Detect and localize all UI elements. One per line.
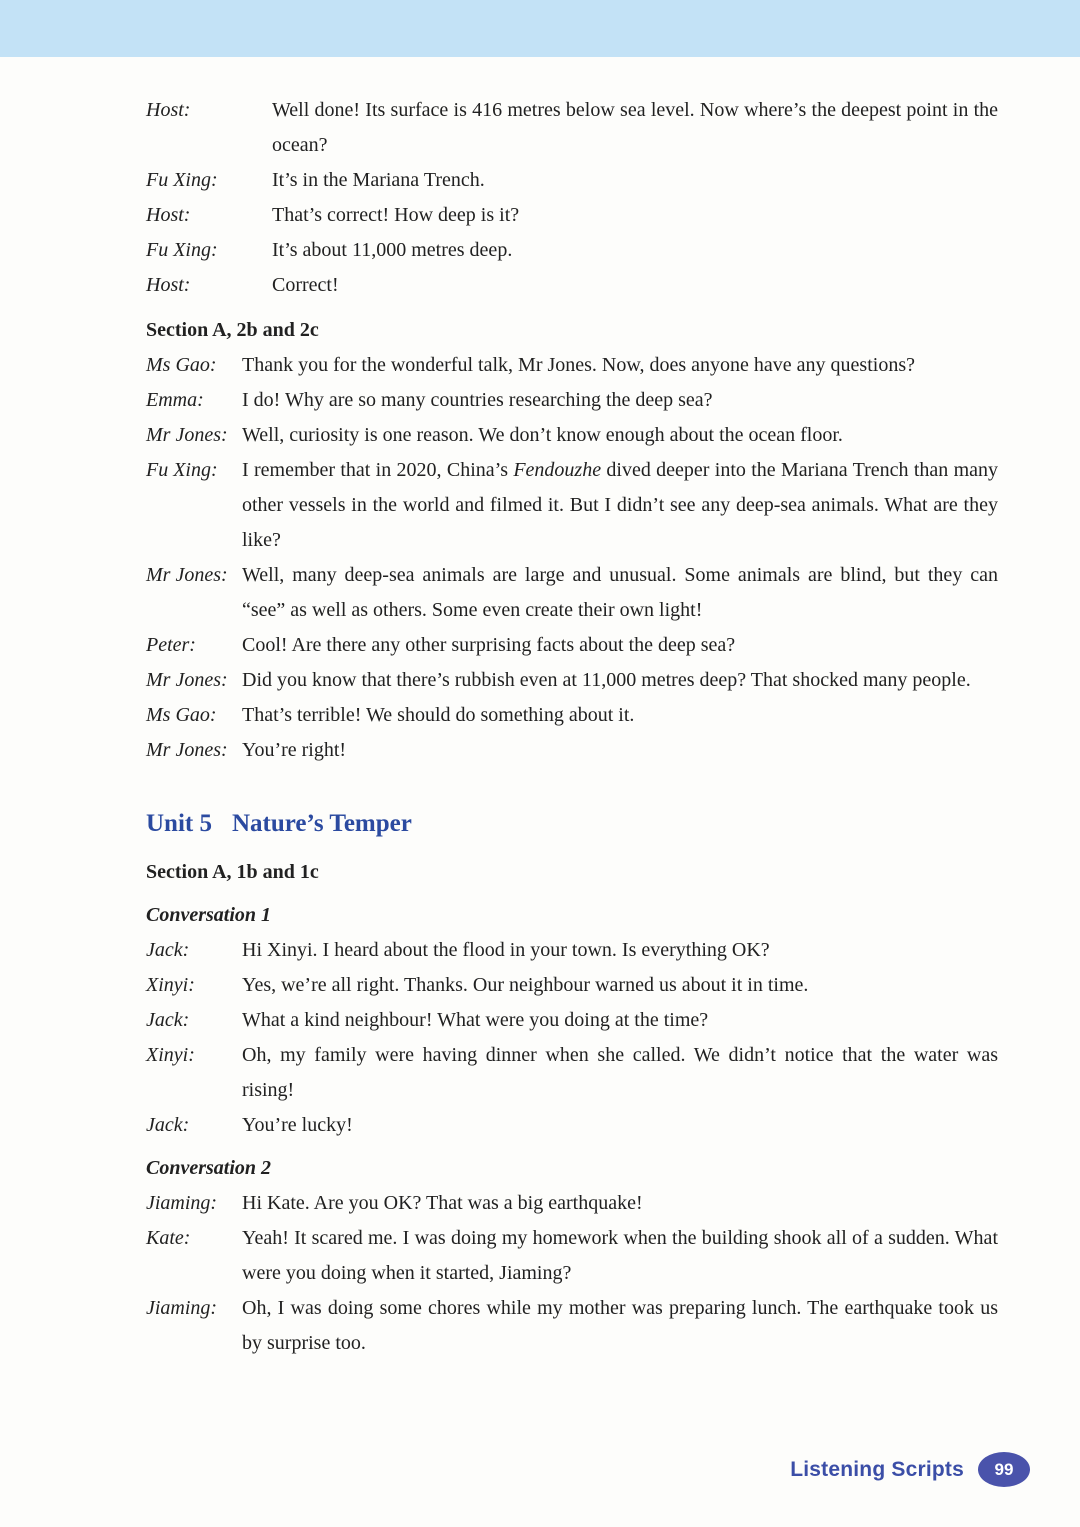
speaker-label: Jack: xyxy=(146,1009,190,1031)
dialogue-text: Yes, we’re all right. Thanks. Our neighbour warned us about it in time. xyxy=(242,974,809,996)
dialogue-text: Did you know that there’s rubbish even at 11,000 metres deep? That shocked many people. xyxy=(242,669,971,691)
unit-number: Unit 5 xyxy=(146,810,212,837)
dialogue-text: Thank you for the wonderful talk, Mr Jones. Now, does anyone have any questions? xyxy=(242,354,915,376)
dialogue-line xyxy=(146,558,998,628)
dialogue-line xyxy=(146,663,998,698)
dialogue-block-quiz xyxy=(146,93,998,303)
dialogue-line xyxy=(146,1186,998,1221)
dialogue-text: Oh, I was doing some chores while my mother was preparing lunch. The earthquake took us by surprise too. xyxy=(242,1297,998,1354)
dialogue-text: That’s correct! How deep is it? xyxy=(272,204,520,226)
dialogue-block-classroom xyxy=(146,348,998,768)
dialogue-text: dived deeper into the Mariana Trench than many other vessels in the world and filmed it. But I didn’t see any deep-sea animals. What are they like? xyxy=(242,459,999,551)
dialogue-text: It’s in the Mariana Trench. xyxy=(272,169,485,191)
dialogue-line xyxy=(146,1291,998,1361)
speaker-label: Xinyi: xyxy=(146,1044,195,1066)
dialogue-text: I do! Why are so many countries researching the deep sea? xyxy=(242,389,713,411)
section-heading: Section A, 1b and 1c xyxy=(146,861,319,883)
dialogue-line xyxy=(146,163,998,198)
speaker-label: Jack: xyxy=(146,939,190,961)
dialogue-text: Cool! Are there any other surprising facts about the deep sea? xyxy=(242,634,736,656)
dialogue-line xyxy=(146,268,998,303)
dialogue-line xyxy=(146,933,998,968)
dialogue-line xyxy=(146,1221,998,1291)
dialogue-text: Well done! Its surface is 416 metres below sea level. Now where’s the deepest point in the ocean? xyxy=(272,99,998,156)
dialogue-text: That’s terrible! We should do something about it. xyxy=(242,704,635,726)
dialogue-line xyxy=(146,698,998,733)
dialogue-text: Yeah! It scared me. I was doing my homework when the building shook all of a sudden. What were you doing when it started, Jiaming? xyxy=(242,1227,998,1284)
speaker-label: Mr Jones: xyxy=(146,424,228,446)
page-content xyxy=(0,57,1080,1361)
speaker-label: Jiaming: xyxy=(146,1192,218,1214)
speaker-label: Ms Gao: xyxy=(146,704,217,726)
dialogue-text: I remember that in 2020, China’s xyxy=(242,459,514,481)
dialogue-text: Correct! xyxy=(272,274,339,296)
speaker-label: Mr Jones: xyxy=(146,739,228,761)
dialogue-line xyxy=(146,1038,998,1108)
speaker-label: Emma: xyxy=(146,389,204,411)
dialogue-line xyxy=(146,453,998,558)
dialogue-block-conversation-2 xyxy=(146,1186,998,1361)
dialogue-text: You’re lucky! xyxy=(242,1114,353,1136)
dialogue-block-conversation-1 xyxy=(146,933,998,1143)
unit-heading xyxy=(146,806,998,842)
speaker-label: Mr Jones: xyxy=(146,669,228,691)
footer-title: Listening Scripts xyxy=(790,1457,964,1481)
dialogue-line xyxy=(146,733,998,768)
speaker-label: Host: xyxy=(146,274,191,296)
dialogue-line xyxy=(146,348,998,383)
speaker-label: Host: xyxy=(146,99,191,121)
speaker-label: Fu Xing: xyxy=(146,239,218,261)
dialogue-line xyxy=(146,93,998,163)
speaker-label: Fu Xing: xyxy=(146,169,218,191)
speaker-label: Xinyi: xyxy=(146,974,195,996)
dialogue-text: What a kind neighbour! What were you doing at the time? xyxy=(242,1009,709,1031)
dialogue-text: Oh, my family were having dinner when she called. We didn’t notice that the water was rising! xyxy=(242,1044,998,1101)
speaker-label: Peter: xyxy=(146,634,196,656)
dialogue-text: You’re right! xyxy=(242,739,347,761)
speaker-label: Host: xyxy=(146,204,191,226)
section-heading: Section A, 2b and 2c xyxy=(146,319,319,341)
dialogue-line xyxy=(146,1003,998,1038)
vessel-name-italic: Fendouzhe xyxy=(513,459,602,481)
page-footer xyxy=(790,1452,1030,1487)
conversation-heading: Conversation 2 xyxy=(146,1157,272,1179)
dialogue-line xyxy=(146,1108,998,1143)
speaker-label: Mr Jones: xyxy=(146,564,228,586)
dialogue-text: Well, many deep-sea animals are large and unusual. Some animals are blind, but they can “see” as well as others. Some even create their own light! xyxy=(242,564,998,621)
dialogue-line xyxy=(146,968,998,1003)
unit-title: Nature’s Temper xyxy=(231,810,412,837)
speaker-label: Jack: xyxy=(146,1114,190,1136)
speaker-label: Ms Gao: xyxy=(146,354,217,376)
speaker-label: Jiaming: xyxy=(146,1297,218,1319)
dialogue-line xyxy=(146,383,998,418)
dialogue-line xyxy=(146,628,998,663)
page-number-badge: 99 xyxy=(978,1452,1030,1487)
speaker-label: Kate: xyxy=(146,1227,191,1249)
speaker-label: Fu Xing: xyxy=(146,459,218,481)
dialogue-text: Well, curiosity is one reason. We don’t know enough about the ocean floor. xyxy=(242,424,843,446)
dialogue-line xyxy=(146,198,998,233)
top-decorative-band xyxy=(0,0,1080,57)
dialogue-text: Hi Kate. Are you OK? That was a big earthquake! xyxy=(242,1192,643,1214)
dialogue-line xyxy=(146,418,998,453)
conversation-heading: Conversation 1 xyxy=(146,904,272,926)
dialogue-text: It’s about 11,000 metres deep. xyxy=(272,239,513,261)
dialogue-text: Hi Xinyi. I heard about the flood in your town. Is everything OK? xyxy=(242,939,770,961)
dialogue-line xyxy=(146,233,998,268)
